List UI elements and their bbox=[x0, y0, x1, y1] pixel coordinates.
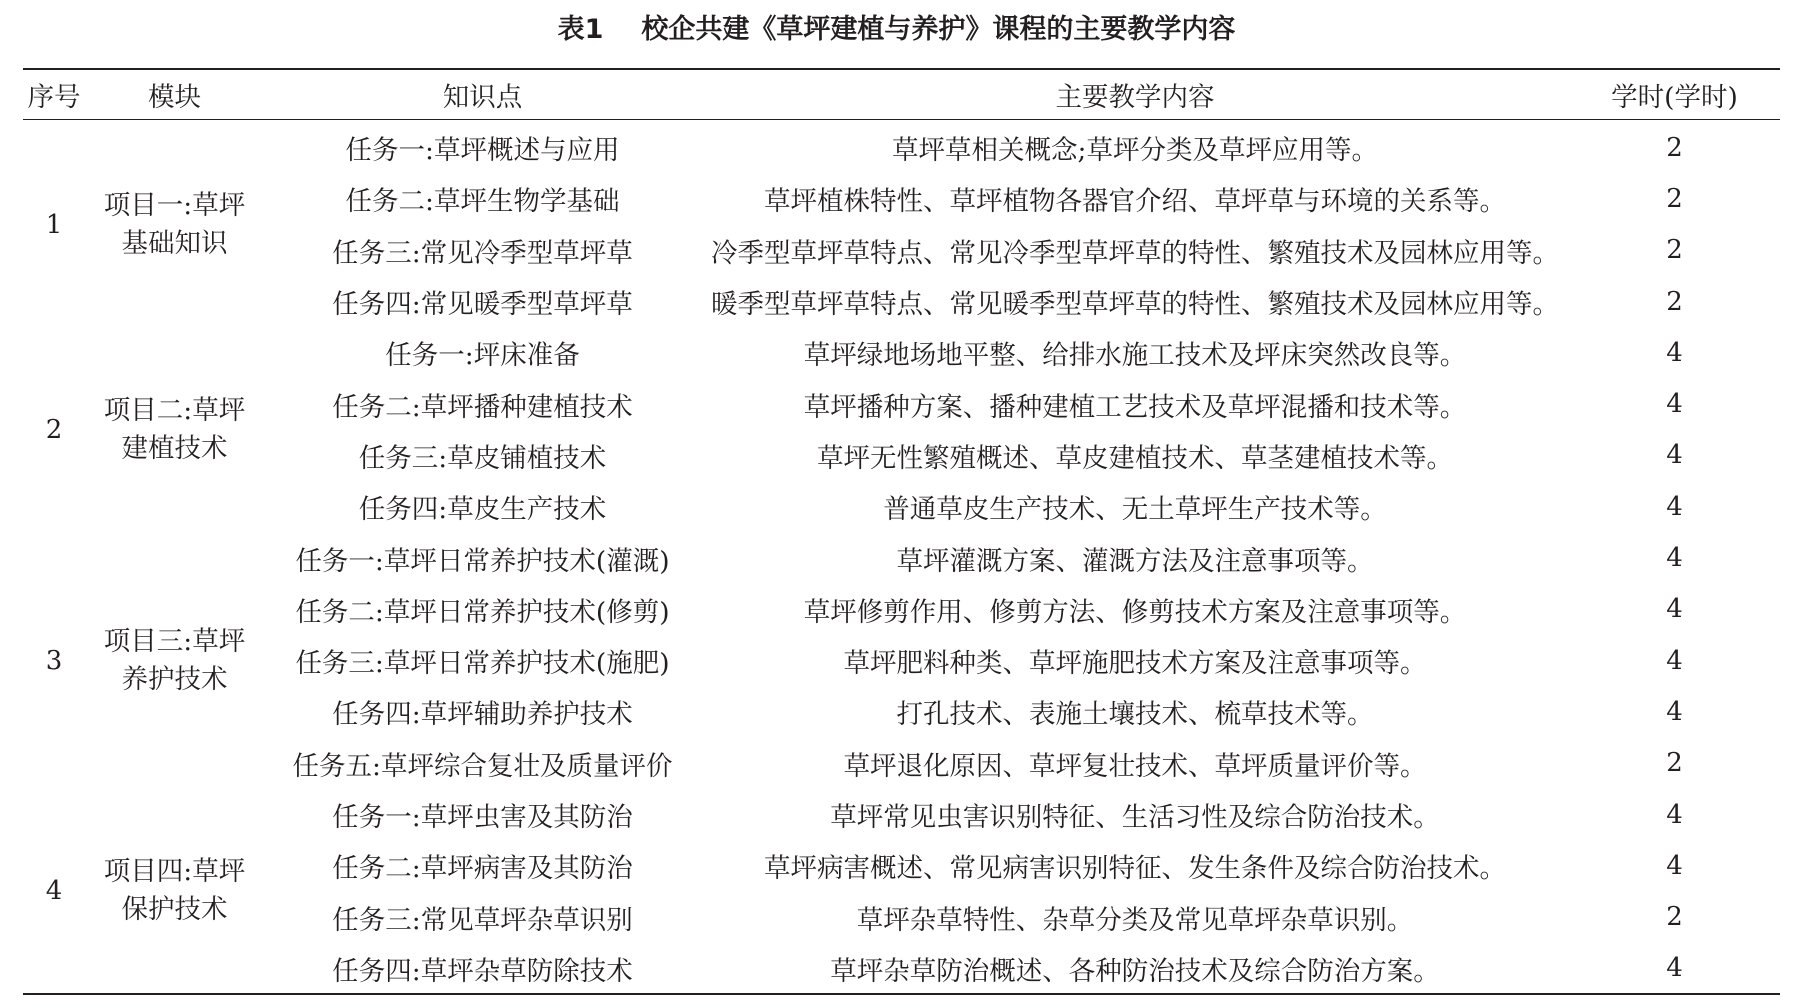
table-row bbox=[23, 430, 1780, 481]
content-cell: 冷季型草坪草特点、常见冷季型草坪草的特性、繁殖技术及园林应用等。 bbox=[711, 237, 1559, 269]
knowledge-point-cell: 任务四:草坪杂草防除技术 bbox=[332, 955, 633, 987]
group-module bbox=[85, 327, 264, 532]
course-content-table bbox=[23, 70, 1780, 994]
group-module bbox=[85, 789, 264, 994]
content-cell: 打孔技术、表施土壤技术、梳草技术等。 bbox=[896, 699, 1374, 731]
content-cell: 草坪绿地场地平整、给排水施工技术及坪床突然改良等。 bbox=[803, 340, 1467, 372]
knowledge-point-cell: 任务三:草皮铺植技术 bbox=[358, 442, 607, 474]
hours-cell: 2 bbox=[1666, 235, 1683, 266]
content-cell: 草坪播种方案、播种建植工艺技术及草坪混播和技术等。 bbox=[803, 391, 1467, 423]
content-cell: 草坪退化原因、草坪复壮技术、草坪质量评价等。 bbox=[843, 750, 1427, 782]
table-row bbox=[23, 532, 1780, 583]
hours-cell: 4 bbox=[1666, 850, 1683, 881]
module-line-1: 项目三:草坪 bbox=[103, 625, 246, 657]
hours-cell: 4 bbox=[1666, 389, 1683, 420]
module-line-2: 养护技术 bbox=[121, 663, 228, 695]
knowledge-point-cell: 任务四:常见暖季型草坪草 bbox=[332, 289, 633, 321]
knowledge-point-cell: 任务三:草坪日常养护技术(施肥) bbox=[295, 648, 670, 680]
content-cell: 草坪肥料种类、草坪施肥技术方案及注意事项等。 bbox=[843, 648, 1427, 680]
table-row bbox=[23, 327, 1780, 378]
table-caption-label: 表1 bbox=[557, 14, 604, 45]
table-caption-title: 校企共建《草坪建植与养护》课程的主要教学内容 bbox=[641, 14, 1236, 45]
table-row bbox=[23, 119, 1780, 173]
knowledge-point-cell: 任务二:草坪播种建植技术 bbox=[332, 391, 633, 423]
module-line-2: 建植技术 bbox=[121, 432, 228, 464]
table-row bbox=[23, 276, 1780, 327]
header-knowledge-point: 知识点 bbox=[442, 82, 523, 113]
knowledge-point-cell: 任务一:草坪虫害及其防治 bbox=[332, 802, 633, 833]
table-row bbox=[23, 840, 1780, 891]
content-cell: 草坪植株特性、草坪植物各器官介绍、草坪草与环境的关系等。 bbox=[764, 186, 1506, 218]
knowledge-point-cell: 任务三:常见草坪杂草识别 bbox=[332, 904, 633, 936]
content-cell: 暖季型草坪草特点、常见暖季型草坪草的特性、繁殖技术及园林应用等。 bbox=[711, 289, 1559, 321]
hours-cell: 2 bbox=[1666, 286, 1683, 317]
hours-cell: 2 bbox=[1666, 132, 1683, 163]
hours-cell: 4 bbox=[1666, 594, 1683, 625]
knowledge-point-cell: 任务二:草坪病害及其防治 bbox=[332, 853, 633, 885]
knowledge-point-cell: 任务三:常见冷季型草坪草 bbox=[332, 237, 633, 269]
module-line-2: 基础知识 bbox=[121, 227, 228, 259]
module-line-1: 项目二:草坪 bbox=[103, 394, 246, 426]
hours-cell: 4 bbox=[1666, 799, 1683, 830]
table-row bbox=[23, 378, 1780, 429]
group-module bbox=[85, 119, 264, 327]
knowledge-point-cell: 任务五:草坪综合复壮及质量评价 bbox=[292, 750, 673, 782]
table-caption bbox=[0, 10, 1793, 50]
hours-cell: 4 bbox=[1666, 491, 1683, 522]
hours-cell: 4 bbox=[1666, 337, 1683, 368]
table-row bbox=[23, 738, 1780, 789]
knowledge-point-cell: 任务二:草坪日常养护技术(修剪) bbox=[295, 596, 670, 628]
group-module bbox=[85, 532, 264, 788]
module-line-1: 项目一:草坪 bbox=[103, 189, 246, 221]
group-index: 4 bbox=[45, 876, 63, 907]
hours-cell: 4 bbox=[1666, 953, 1683, 984]
content-cell: 草坪病害概述、常见病害识别特征、发生条件及综合防治技术。 bbox=[764, 853, 1506, 885]
content-cell: 草坪修剪作用、修剪方法、修剪技术方案及注意事项等。 bbox=[803, 596, 1467, 628]
hours-cell: 2 bbox=[1666, 183, 1683, 214]
table-row bbox=[23, 173, 1780, 224]
hours-cell: 4 bbox=[1666, 440, 1683, 471]
hours-cell: 2 bbox=[1666, 748, 1683, 779]
group-index: 2 bbox=[45, 414, 63, 445]
content-cell: 草坪杂草防治概述、各种防治技术及综合防治方案。 bbox=[830, 955, 1440, 987]
group-index: 1 bbox=[45, 209, 63, 240]
table-row bbox=[23, 481, 1780, 532]
content-cell: 普通草皮生产技术、无土草坪生产技术等。 bbox=[883, 494, 1387, 526]
hours-cell: 4 bbox=[1666, 696, 1683, 727]
content-cell: 草坪灌溉方案、灌溉方法及注意事项等。 bbox=[896, 545, 1374, 577]
table-row bbox=[23, 686, 1780, 737]
hours-cell: 2 bbox=[1666, 902, 1683, 933]
knowledge-point-cell: 任务四:草坪辅助养护技术 bbox=[332, 699, 633, 731]
knowledge-point-cell: 任务二:草坪生物学基础 bbox=[345, 186, 620, 218]
content-cell: 草坪无性繁殖概述、草皮建植技术、草茎建植技术等。 bbox=[817, 442, 1453, 474]
knowledge-point-cell: 任务一:草坪日常养护技术(灌溉) bbox=[295, 545, 670, 577]
knowledge-point-cell: 任务一:坪床准备 bbox=[385, 340, 580, 372]
table-row bbox=[23, 635, 1780, 686]
header-hours: 学时(学时) bbox=[1611, 82, 1738, 113]
knowledge-point-cell: 任务四:草皮生产技术 bbox=[358, 494, 607, 526]
header-content: 主要教学内容 bbox=[1055, 82, 1215, 113]
table-row bbox=[23, 789, 1780, 840]
content-cell: 草坪常见虫害识别特征、生活习性及综合防治技术。 bbox=[830, 802, 1440, 833]
header-index: 序号 bbox=[27, 82, 81, 113]
table-row bbox=[23, 225, 1780, 276]
table-header-row bbox=[23, 70, 1780, 119]
table-row bbox=[23, 943, 1780, 994]
hours-cell: 4 bbox=[1666, 645, 1683, 676]
content-cell: 草坪杂草特性、杂草分类及常见草坪杂草识别。 bbox=[856, 904, 1414, 936]
table-row bbox=[23, 891, 1780, 942]
content-cell: 草坪草相关概念;草坪分类及草坪应用等。 bbox=[892, 135, 1378, 167]
hours-cell: 4 bbox=[1666, 543, 1683, 574]
table-row bbox=[23, 584, 1780, 635]
knowledge-point-cell: 任务一:草坪概述与应用 bbox=[345, 135, 620, 167]
group-index: 3 bbox=[45, 645, 63, 676]
module-line-2: 保护技术 bbox=[121, 894, 228, 926]
module-line-1: 项目四:草坪 bbox=[103, 856, 246, 888]
header-module: 模块 bbox=[148, 82, 201, 113]
